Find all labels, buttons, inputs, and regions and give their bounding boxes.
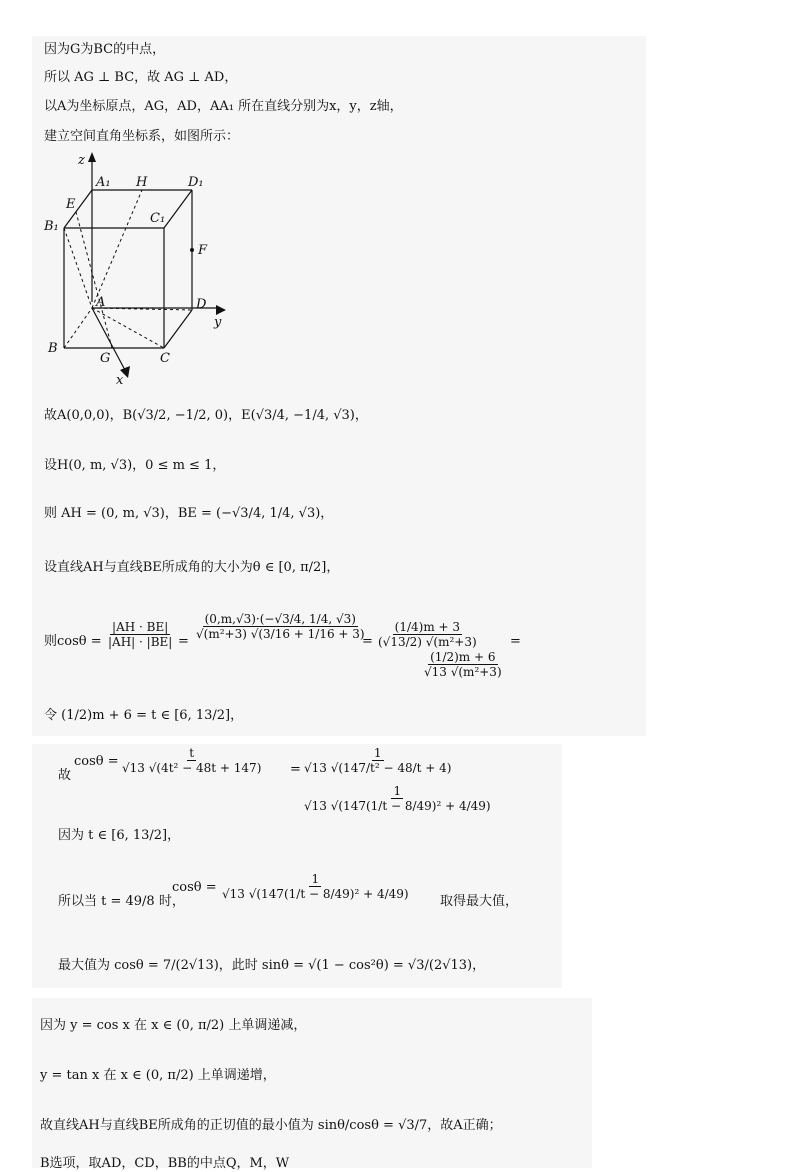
cos-frac-2-den: √(m²+3) √(3/16 + 1/16 + 3) [196,627,365,641]
cos-frac-2-num: (0,m,√3)·(−√3/4, 1/4, √3) [204,612,356,626]
cos-frac-1 [104,620,176,649]
text-line-8: 设直线AH与直线BE所成角的大小为θ ∈ [0, π/2]， [44,560,340,575]
cos-formula-label: 则cosθ = [44,634,102,649]
label-D1: D₁ [188,175,204,190]
text-line-13-prefix: 所以当 t = 49/8 时， [58,894,185,909]
cos-label-2: cosθ = [74,754,119,769]
cos-frac-6-num: 1 [373,746,382,760]
equals-2: = [362,634,373,649]
text-line-17: 故直线AH与直线BE所成角的正切值的最小值为 sinθ/cosθ = √3/7，故A正确； [40,1118,502,1133]
text-line-1: 因为G为BC的中点， [44,42,166,57]
label-B1: B₁ [44,219,59,234]
cos-frac-8-den: √13 √(147(1/t − 8/49)² + 4/49) [222,887,409,901]
label-D: D [196,297,207,312]
equals-1: = [178,634,189,649]
text-line-3: 以A为坐标原点，AG，AD，AA₁ 所在直线分别为x，y，z轴， [44,99,403,114]
cos-frac-7-num: 1 [393,784,402,798]
cos-frac-4 [420,650,506,679]
text-line-14: 最大值为 cosθ = 7/(2√13)，此时 sinθ = √(1 − cos²θ) = √3/(2√13)， [58,958,486,973]
text-line-15: 因为 y = cos x 在 x ∈ (0, π/2) 上单调递减， [40,1018,307,1033]
text-line-7: 则 AH = (0, m, √3)，BE = (−√3/4, 1/4, √3)， [44,506,334,521]
cos-frac-1-den: |AH| · |BE| [108,635,173,649]
cos-frac-7-den: √13 √(147(1/t − 8/49)² + 4/49) [304,799,491,813]
label-E: E [66,197,76,212]
cos-frac-7 [300,784,495,813]
cos-frac-5-den: √13 √(4t² − 48t + 147) [122,761,262,775]
cos-frac-5 [118,746,265,775]
cos-frac-3-den: (√13/2) √(m²+3) [378,635,477,649]
cos-frac-4-num: (1/2)m + 6 [430,650,496,664]
text-line-6: 设H(0, m, √3)，0 ≤ m ≤ 1， [44,458,226,473]
cos-frac-2 [192,612,369,641]
cos-label-3: cosθ = [172,880,217,895]
text-line-5: 故A(0,0,0)，B(√3/2, −1/2, 0)，E(√3/4, −1/4, √3)， [44,408,368,423]
cos-frac-3 [374,620,481,649]
cos-frac-4-den: √13 √(m²+3) [424,665,502,679]
label-y: y [214,315,222,330]
label-F: F [198,243,208,258]
label-B: B [48,341,58,356]
text-line-18: B选项，取AD，CD，BB的中点Q，M，W [40,1156,290,1171]
cos-frac-1-num: |AH · BE| [112,620,169,634]
text-line-11-prefix: 故 [58,768,72,783]
cos-frac-6 [300,746,455,775]
label-G: G [100,351,111,366]
label-C: C [160,351,170,366]
equals-4: = [290,762,301,777]
text-line-2: 所以 AG ⊥ BC，故 AG ⊥ AD， [44,70,238,85]
label-C1: C₁ [150,211,166,226]
label-H: H [136,175,148,190]
label-A: A [96,295,106,310]
coordinate-cube-figure [40,150,240,385]
label-A1: A₁ [96,175,111,190]
cos-frac-8-num: 1 [311,872,320,886]
cos-frac-8 [218,872,413,901]
text-line-16: y = tan x 在 x ∈ (0, π/2) 上单调递增， [40,1068,276,1083]
text-line-13-suffix: 取得最大值， [440,894,519,909]
text-line-12: 因为 t ∈ [6, 13/2]， [58,828,181,843]
cos-frac-5-num: t [189,746,195,760]
label-x: x [116,373,124,385]
solution-panel-2 [32,744,562,988]
text-line-4: 建立空间直角坐标系，如图所示： [44,129,240,144]
cos-frac-3-num: (1/4)m + 3 [394,620,461,634]
label-z: z [78,153,85,168]
cos-frac-6-den: √13 √(147/t² − 48/t + 4) [304,761,452,775]
text-line-10: 令 (1/2)m + 6 = t ∈ [6, 13/2]， [44,708,244,723]
equals-3: = [510,634,521,649]
